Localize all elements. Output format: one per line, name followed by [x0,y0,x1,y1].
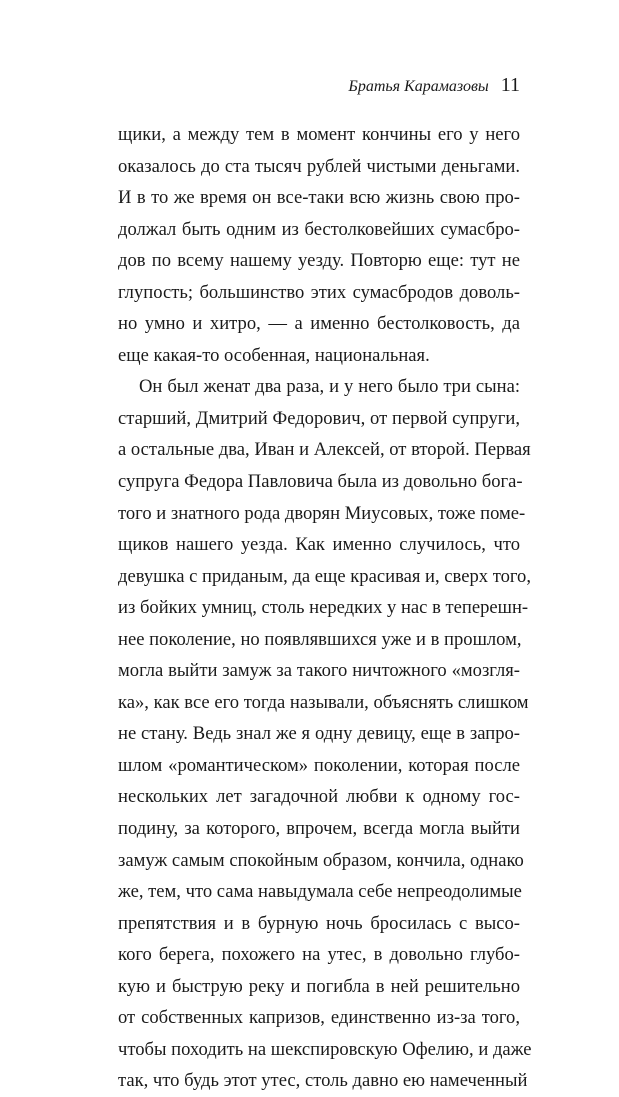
text-line: препятствия и в бурную ночь бросилась с высо- [118,912,520,934]
paragraph-end-line: еще какая-то особенная, национальная. [118,344,430,366]
text-line: того и знатного рода дворян Миусовых, тоже поме- [118,502,526,524]
body-text [118,119,532,1097]
text-line: от собственных капризов, единственно из-за того, [118,1007,520,1029]
text-line: нескольких лет загадочной любви к одному гос- [118,786,520,808]
text-line: И в то же время он все-таки всю жизнь свою про- [118,187,520,209]
text-line: же, тем, что сама навыдумала себе непреодолимые [118,881,522,903]
text-line: должал быть одним из бестолковейших сумасбро- [118,218,520,240]
text-line: супруга Федора Павловича была из довольно бога- [118,471,523,493]
text-line: оказалось до ста тысяч рублей чистыми деньгами. [118,155,520,177]
text-line: подину, за которого, впрочем, всегда могла выйти [118,818,520,840]
running-title: Братья Карамазовы [348,78,489,95]
text-line: чтобы походить на шекспировскую Офелию, и даже [118,1038,532,1060]
text-line: нее поколение, но появлявшихся уже и в прошлом, [118,628,522,650]
text-line: замуж самым спокойным образом, кончила, однако [118,849,524,871]
text-line: так, что будь этот утес, столь давно ею намеченный [118,1070,528,1092]
page-header [118,74,520,104]
text-line: шлом «романтическом» поколении, которая после [118,754,520,776]
text-line: но умно и хитро, — а именно бестолковость, да [118,313,520,335]
text-line: а остальные два, Иван и Алексей, от второй. Первая [118,439,531,461]
text-line: девушка с приданым, да еще красивая и, сверх того, [118,565,532,587]
text-line: щиков нашего уезда. Как именно случилось, что [118,534,520,556]
paragraph-start-line: Он был женат два раза, и у него было три сына: [139,376,520,398]
text-line: кую и быструю реку и погибла в ней решительно [118,975,520,997]
text-line: из бойких умниц, столь нередких у нас в теперешн- [118,597,529,619]
text-line: глупость; большинство этих сумасбродов доволь- [118,281,520,303]
text-line: кого берега, похожего на утес, в довольно глубо- [118,944,520,966]
text-line: дов по всему нашему уезду. Повторю еще: тут не [118,250,520,272]
text-line: не стану. Ведь знал же я одну девицу, еще в запро- [118,723,520,745]
page-number: 11 [500,74,520,96]
text-line: старший, Дмитрий Федорович, от первой супруги, [118,407,520,429]
text-line: щики, а между тем в момент кончины его у него [118,124,520,145]
text-line: ка», как все его тогда называли, объяснять слишком [118,691,529,713]
text-line: могла выйти замуж за такого ничтожного «мозгля- [118,660,520,682]
